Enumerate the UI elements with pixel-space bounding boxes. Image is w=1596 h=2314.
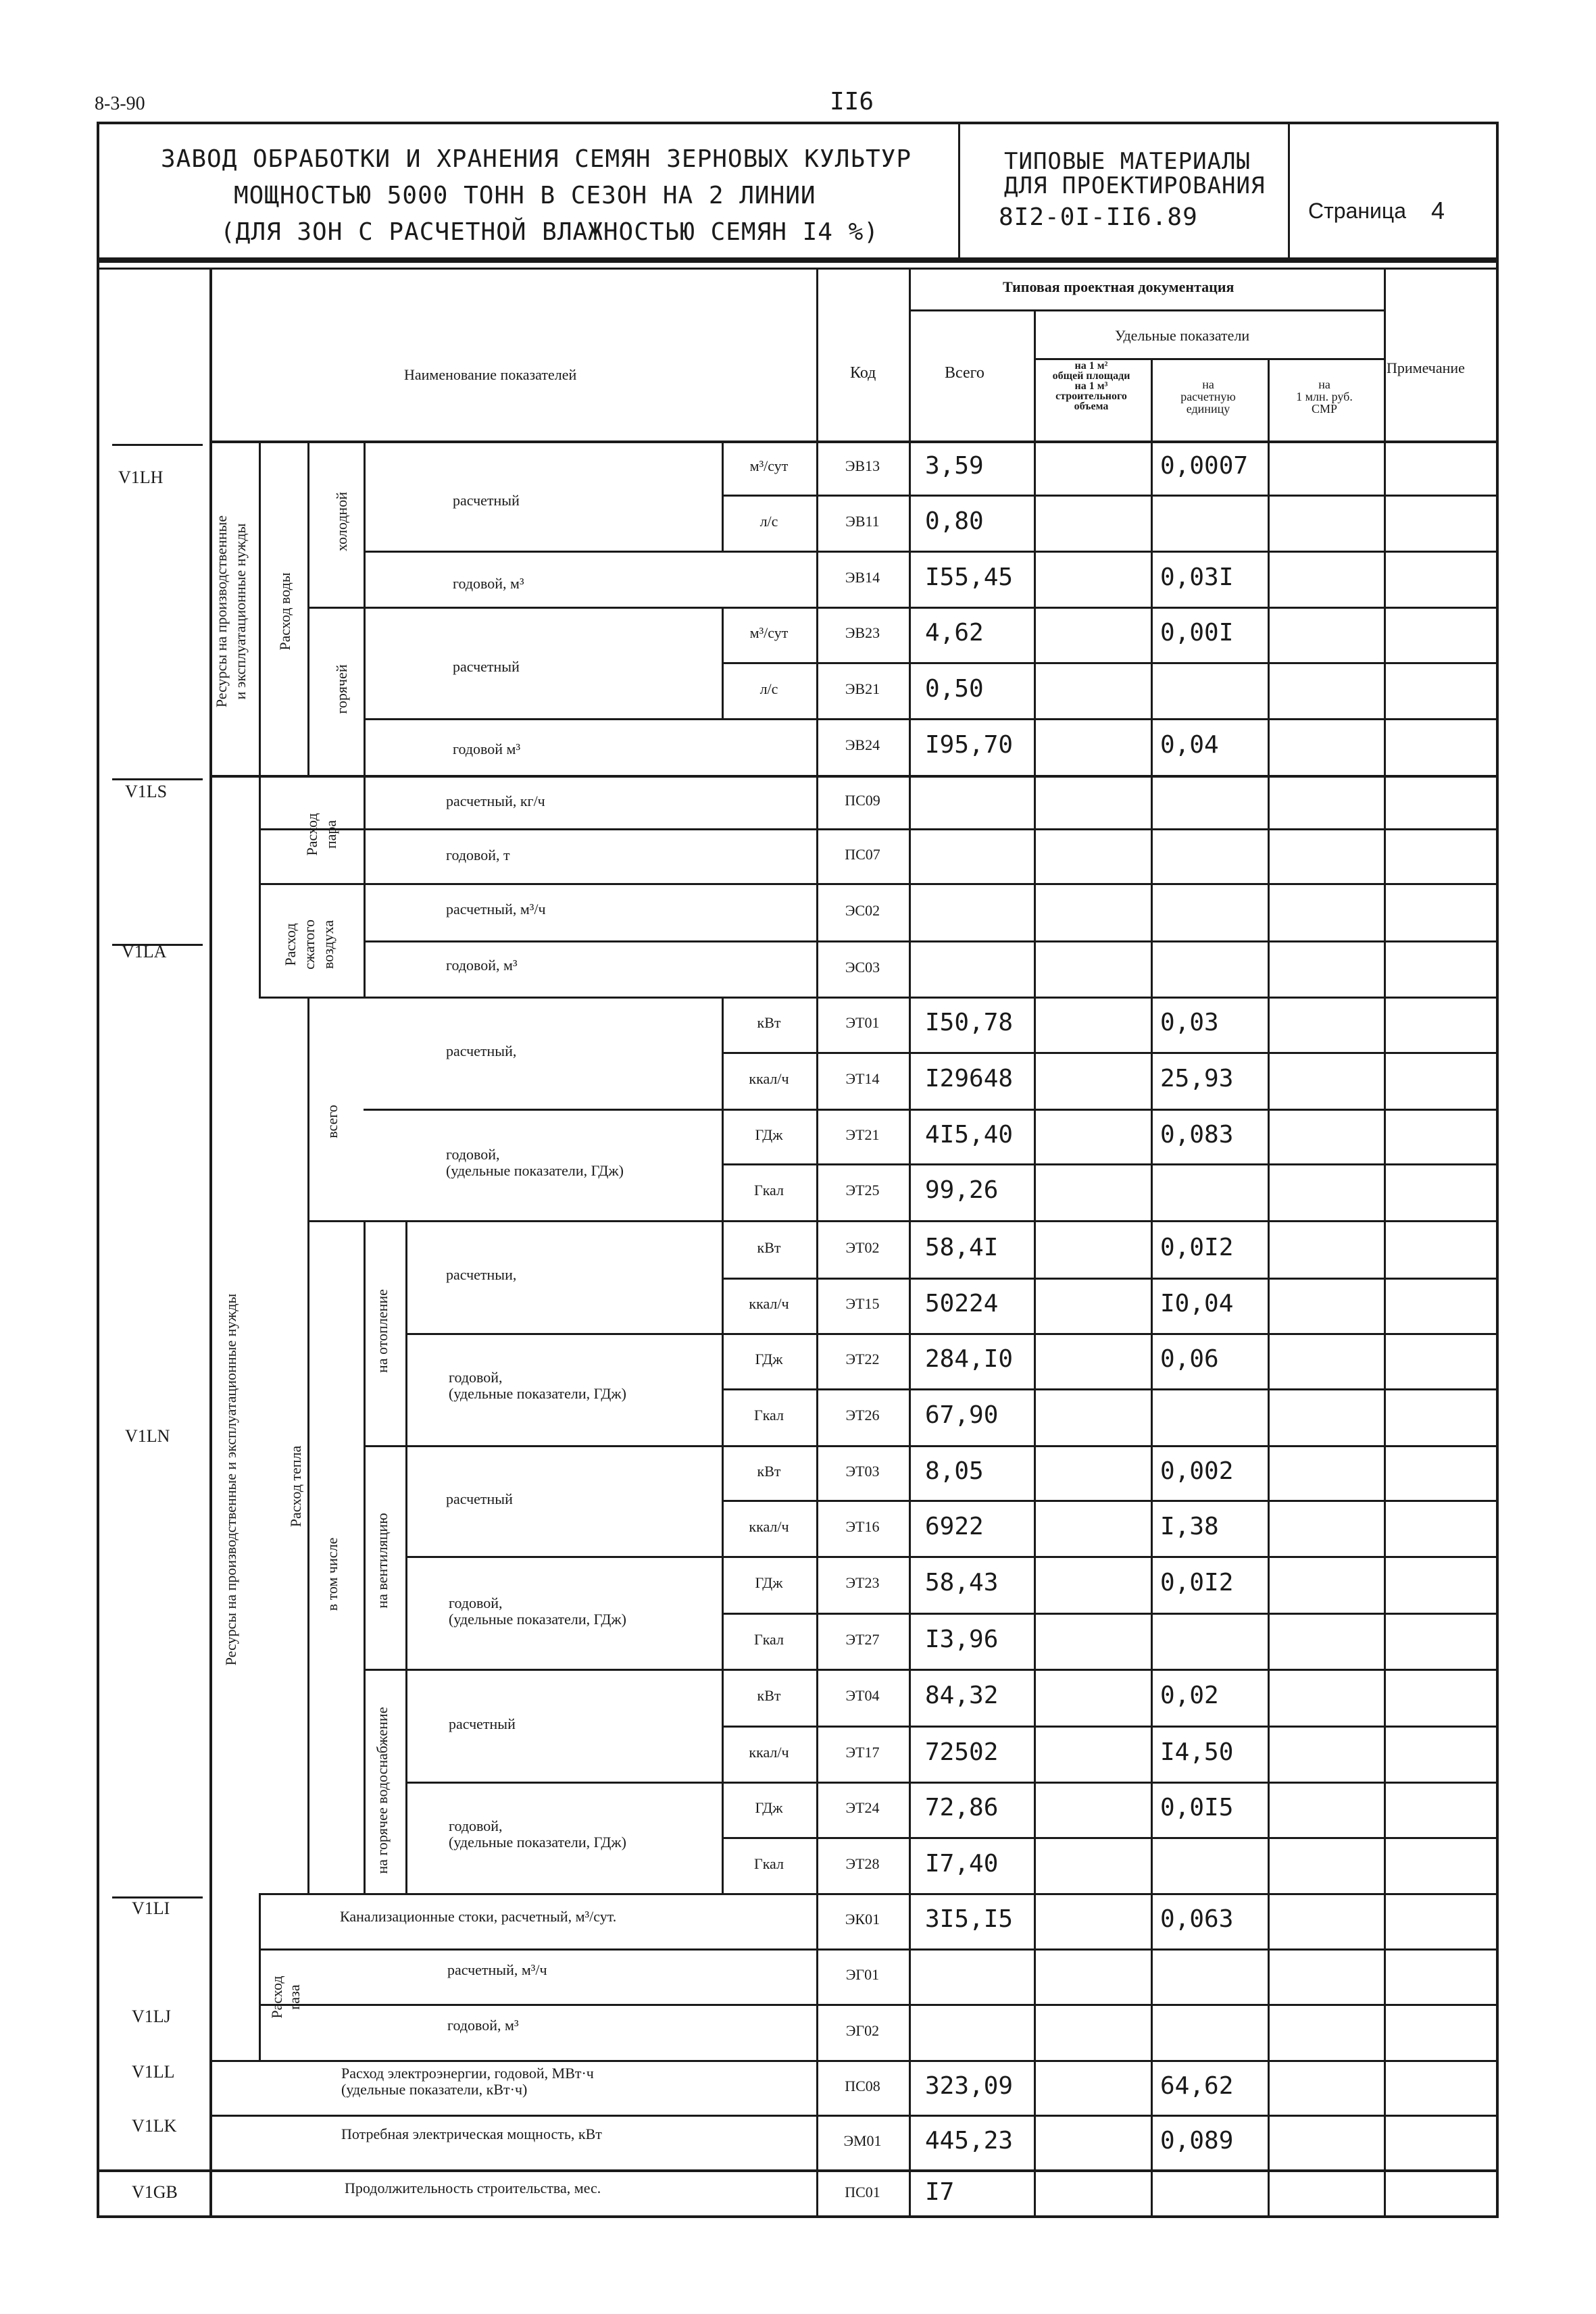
per-unit-cell: 0,04 xyxy=(1160,731,1219,759)
group-label-gas-b: газа xyxy=(286,1984,303,2010)
code-cell: ЭТ14 xyxy=(845,1070,880,1087)
margin-code: V1LL xyxy=(132,2062,175,2082)
h-rule xyxy=(259,2004,816,2006)
h-rule xyxy=(97,2169,1499,2172)
h-rule xyxy=(722,1052,816,1054)
code-cell: ЭВ13 xyxy=(845,457,880,474)
h-rule xyxy=(112,444,203,446)
code-cell: ЭТ16 xyxy=(845,1517,880,1535)
h-rule xyxy=(816,607,1499,609)
h-rule xyxy=(364,718,816,720)
label-elec-2: (удельные показатели, кВт·ч) xyxy=(341,2081,528,2098)
group-label-hot: горячей xyxy=(333,664,350,714)
label-air-calc: расчетный, м³/ч xyxy=(446,901,546,917)
unit-cell: ГДж xyxy=(755,1574,783,1591)
group-label-resources-1b: и эксплуатационные нужды xyxy=(232,523,249,700)
h-rule xyxy=(816,828,1499,830)
label-water-hot-year: годовой м³ xyxy=(453,740,521,757)
code-cell: ЭМ01 xyxy=(843,2132,882,2149)
total-cell: 3,59 xyxy=(925,452,984,480)
per-unit-cell: 0,0007 xyxy=(1160,452,1249,480)
h-rule xyxy=(816,1278,1499,1280)
v-rule xyxy=(364,1220,366,1893)
group-label-resources-2: Ресурсы на производственные и эксплуатационные нужды xyxy=(222,1293,239,1666)
total-cell: I55,45 xyxy=(925,563,1014,591)
col-head-total: Всего xyxy=(945,364,984,382)
unit-cell: ГДж xyxy=(755,1126,783,1143)
total-cell: 72,86 xyxy=(925,1794,999,1821)
label-hws-year-2: (удельные показатели, ГДж) xyxy=(449,1834,626,1851)
label-vent-year-2: (удельные показатели, ГДж) xyxy=(449,1611,626,1628)
margin-code: V1LJ xyxy=(132,2007,171,2026)
margin-code: V1LI xyxy=(132,1898,170,1918)
label-sewage: Канализационные стоки, расчетный, м³/сут. xyxy=(340,1908,617,1925)
h-rule xyxy=(816,1837,1499,1839)
margin-code: V1GB xyxy=(132,2182,178,2202)
per-unit-cell: 0,083 xyxy=(1160,1120,1234,1149)
per-area-line: объема xyxy=(1074,401,1109,412)
v-rule xyxy=(259,1893,261,2060)
group-label-incl: в том числе xyxy=(324,1537,341,1611)
h-rule xyxy=(209,2115,1499,2117)
h-rule xyxy=(112,778,203,780)
code-cell: ЭТ15 xyxy=(845,1295,880,1312)
code-cell: ПС01 xyxy=(845,2184,880,2200)
total-cell: I95,70 xyxy=(925,731,1014,759)
code-cell: ЭТ03 xyxy=(845,1462,880,1480)
h-rule xyxy=(405,1333,816,1335)
unit-cell: ГДж xyxy=(755,1799,783,1816)
code-cell: ПС07 xyxy=(845,845,880,863)
total-cell: 58,43 xyxy=(925,1569,999,1596)
v-rule xyxy=(1384,268,1386,2218)
h-rule xyxy=(816,2004,1499,2006)
h-rule xyxy=(816,1948,1499,1951)
col-head-name: Наименование показателей xyxy=(404,366,577,383)
per-unit-line: единицу xyxy=(1186,402,1230,416)
code-cell: ЭТ24 xyxy=(845,1799,880,1816)
per-unit-cell: 0,0I2 xyxy=(1160,1569,1234,1596)
total-cell: 84,32 xyxy=(925,1682,999,1709)
v-rule xyxy=(1151,358,1153,2218)
code-cell: ЭВ14 xyxy=(845,568,880,586)
code-cell: ЭВ23 xyxy=(845,624,880,641)
h-rule xyxy=(722,1837,816,1839)
margin-code: V1LA xyxy=(122,942,167,961)
h-rule xyxy=(816,1782,1499,1784)
per-unit-cell: 64,62 xyxy=(1160,2071,1234,2100)
code-cell: ЭТ22 xyxy=(845,1351,880,1367)
label-heating-year-1: годовой, xyxy=(449,1369,503,1386)
series-line-1: ТИПОВЫЕ МАТЕРИАЛЫ xyxy=(1004,148,1251,175)
per-unit-cell: 0,00I xyxy=(1160,619,1234,647)
label-water-cold-calc: расчетный xyxy=(453,492,520,509)
v-rule xyxy=(722,1669,724,1893)
h-rule xyxy=(259,883,816,885)
per-mln-line: 1 млн. руб. xyxy=(1296,390,1353,403)
h-rule xyxy=(816,1109,1499,1111)
h-rule xyxy=(209,775,1499,778)
total-cell: I7,40 xyxy=(925,1849,999,1878)
h-rule xyxy=(364,551,816,553)
unit-cell: кВт xyxy=(757,1687,781,1704)
total-cell: 8,05 xyxy=(925,1457,984,1485)
label-heat-all-calc: расчетный, xyxy=(446,1042,517,1059)
h-rule xyxy=(364,940,816,942)
total-cell: 6922 xyxy=(925,1512,984,1540)
total-cell: 72502 xyxy=(925,1738,999,1766)
code-cell: ЭГ02 xyxy=(845,2021,880,2039)
unit-cell: ккал/ч xyxy=(749,1517,789,1535)
code-cell: ЭВ11 xyxy=(845,512,880,530)
code-cell: ЭТ02 xyxy=(845,1238,880,1256)
per-unit-cell: 0,03I xyxy=(1160,563,1234,591)
total-cell: 284,I0 xyxy=(925,1345,1014,1373)
group-label-hws: на горячее водоснабжение xyxy=(374,1707,391,1874)
label-power: Потребная электрическая мощность, кВт xyxy=(341,2126,602,2142)
group-label-cold: холодной xyxy=(333,492,350,551)
col-head-code: Код xyxy=(850,364,876,382)
label-water-hot-calc: расчетный xyxy=(453,658,520,675)
v-rule xyxy=(364,883,366,997)
group-label-heating: на отопление xyxy=(374,1289,391,1373)
group-label-air-c: воздуха xyxy=(320,920,336,970)
unit-cell: кВт xyxy=(757,1014,781,1031)
per-unit-cell: 0,0I2 xyxy=(1160,1233,1234,1261)
code-cell: ЭТ21 xyxy=(845,1126,880,1143)
h-rule xyxy=(364,1669,816,1671)
h-rule xyxy=(722,1163,816,1165)
code-cell: ЭК01 xyxy=(845,1911,880,1928)
h-rule xyxy=(816,997,1499,999)
h-rule xyxy=(722,495,816,497)
unit-cell: кВт xyxy=(757,1238,781,1256)
label-water-cold-year: годовой, м³ xyxy=(453,575,524,592)
per-unit-cell: 0,0I5 xyxy=(1160,1794,1234,1821)
per-area-line: строительного xyxy=(1055,391,1127,402)
page-value: 4 xyxy=(1431,197,1445,224)
code-cell: ПС09 xyxy=(845,791,880,809)
group-label-heat-all: всего xyxy=(324,1105,341,1138)
title-line-3: (ДЛЯ ЗОН С РАСЧЕТНОЙ ВЛАЖНОСТЬЮ СЕМЯН I4 %) xyxy=(220,218,879,246)
h-rule xyxy=(722,1613,816,1615)
label-hws-calc: расчетный xyxy=(449,1715,516,1732)
label-heat-all-year-1: годовой, xyxy=(446,1146,500,1163)
h-rule xyxy=(405,1782,816,1784)
h-rule xyxy=(209,441,1499,443)
label-duration: Продолжительность строительства, мес. xyxy=(345,2180,601,2196)
per-unit-cell: 0,03 xyxy=(1160,1009,1219,1036)
code-cell: ПС08 xyxy=(845,2077,880,2094)
h-rule xyxy=(405,1556,816,1558)
corner-code: 8-3-90 xyxy=(95,93,145,114)
h-rule xyxy=(259,1893,1499,1895)
per-unit-cell: I0,04 xyxy=(1160,1290,1234,1317)
per-mln-line: на xyxy=(1318,378,1330,391)
h-rule xyxy=(909,309,1384,311)
label-steam-year: годовой, т xyxy=(446,847,510,863)
unit-cell: л/с xyxy=(759,512,778,530)
total-cell: 58,4I xyxy=(925,1233,999,1261)
code-cell: ЭТ26 xyxy=(845,1407,880,1424)
h-rule xyxy=(364,1445,816,1447)
group-label-water: Расход воды xyxy=(276,572,293,651)
h-rule xyxy=(816,662,1499,664)
label-heat-all-year-2: (удельные показатели, ГДж) xyxy=(446,1162,624,1179)
col-head-per-mln xyxy=(1268,378,1381,415)
total-cell: 3I5,I5 xyxy=(925,1905,1014,1933)
v-rule xyxy=(1268,358,1270,2218)
code-cell: ЭТ17 xyxy=(845,1743,880,1761)
per-unit-cell: I4,50 xyxy=(1160,1738,1234,1766)
h-rule xyxy=(307,1220,816,1222)
unit-cell: м³/сут xyxy=(749,457,789,474)
code-cell: ЭТ28 xyxy=(845,1855,880,1872)
per-area-line: на 1 м² xyxy=(1074,360,1108,372)
total-cell: 67,90 xyxy=(925,1401,999,1429)
per-area-line: общей площади xyxy=(1052,370,1130,382)
unit-cell: м³/сут xyxy=(749,624,789,641)
group-label-air-a: Расход xyxy=(282,923,299,966)
code-cell: ЭТ04 xyxy=(845,1687,880,1704)
unit-cell: л/с xyxy=(759,680,778,697)
unit-cell: Гкал xyxy=(753,1855,784,1872)
group-label-gas-a: Расход xyxy=(268,1976,285,2019)
title-divider-2 xyxy=(1288,122,1290,260)
per-unit-line: на xyxy=(1202,378,1214,391)
col-head-specific: Удельные показатели xyxy=(1115,327,1250,344)
total-cell: 50224 xyxy=(925,1290,999,1317)
label-heating-year-2: (удельные показатели, ГДж) xyxy=(449,1385,626,1402)
total-cell: I3,96 xyxy=(925,1625,999,1653)
label-steam-calc: расчетный, кг/ч xyxy=(446,793,545,809)
unit-cell: ккал/ч xyxy=(749,1295,789,1312)
label-hws-year-1: годовой, xyxy=(449,1817,503,1834)
h-rule xyxy=(816,551,1499,553)
v-rule xyxy=(259,441,261,775)
label-gas-year: годовой, м³ xyxy=(447,2017,519,2034)
total-cell: I29648 xyxy=(925,1065,1014,1092)
per-mln-line: СМР xyxy=(1311,402,1338,416)
h-rule xyxy=(816,1220,1499,1222)
group-label-air-b: сжатого xyxy=(301,920,318,970)
label-vent-year-1: годовой, xyxy=(449,1594,503,1611)
total-cell: 4,62 xyxy=(925,619,984,647)
code-cell: ЭТ27 xyxy=(845,1630,880,1648)
unit-cell: Гкал xyxy=(753,1630,784,1648)
total-cell: 0,50 xyxy=(925,674,984,703)
h-rule xyxy=(816,1669,1499,1671)
per-unit-line: расчетную xyxy=(1180,390,1236,403)
h-rule xyxy=(816,1556,1499,1558)
total-cell: 323,09 xyxy=(925,2071,1014,2100)
col-head-per-unit xyxy=(1151,378,1266,415)
per-unit-cell: 0,063 xyxy=(1160,1905,1234,1933)
unit-cell: кВт xyxy=(757,1462,781,1480)
code-cell: ЭС03 xyxy=(845,958,880,976)
v-rule xyxy=(816,268,818,2218)
per-unit-cell: 25,93 xyxy=(1160,1065,1234,1092)
col-head-per-area xyxy=(1034,361,1149,411)
code-cell: ЭТ25 xyxy=(845,1182,880,1199)
title-line-2: МОЩНОСТЬЮ 5000 ТОНН В СЕЗОН НА 2 ЛИНИИ xyxy=(234,182,816,209)
label-gas-calc: расчетный, м³/ч xyxy=(447,1961,547,1978)
per-unit-cell: 0,002 xyxy=(1160,1457,1234,1485)
series-code: 8I2-0I-II6.89 xyxy=(999,203,1198,231)
h-rule xyxy=(816,1613,1499,1615)
code-cell: ЭТ01 xyxy=(845,1014,880,1031)
h-rule xyxy=(722,1388,816,1390)
col-head-typical: Типовая проектная документация xyxy=(1003,278,1235,295)
h-rule xyxy=(259,828,816,830)
h-rule xyxy=(816,1388,1499,1390)
unit-cell: ккал/ч xyxy=(749,1743,789,1761)
margin-code: V1LK xyxy=(132,2116,177,2136)
v-rule xyxy=(1034,309,1036,2218)
title-divider-1 xyxy=(958,122,960,260)
unit-cell: Гкал xyxy=(753,1182,784,1199)
total-cell: 4I5,40 xyxy=(925,1120,1014,1149)
label-vent-calc: расчетный xyxy=(446,1490,513,1507)
label-elec-1: Расход электроэнергии, годовой, МВт·ч xyxy=(341,2065,594,2082)
h-rule xyxy=(209,2060,1499,2062)
total-cell: 99,26 xyxy=(925,1176,999,1204)
total-cell: 0,80 xyxy=(925,507,984,535)
h-rule xyxy=(816,1445,1499,1447)
h-rule xyxy=(259,997,816,999)
per-unit-cell: I,38 xyxy=(1160,1512,1219,1540)
h-rule xyxy=(816,940,1499,942)
group-label-heat: Расход тепла xyxy=(287,1445,304,1528)
group-label-vent: на вентиляцию xyxy=(374,1513,391,1609)
h-rule xyxy=(364,1109,816,1111)
page-number: II6 xyxy=(830,88,874,116)
h-rule xyxy=(816,1052,1499,1054)
unit-cell: ккал/ч xyxy=(749,1070,789,1087)
h-rule xyxy=(816,495,1499,497)
h-rule xyxy=(816,1500,1499,1502)
h-rule xyxy=(816,1163,1499,1165)
h-rule xyxy=(722,1500,816,1502)
unit-cell: ГДж xyxy=(755,1351,783,1367)
code-cell: ЭГ01 xyxy=(845,1966,880,1983)
per-unit-cell: 0,06 xyxy=(1160,1345,1219,1373)
code-cell: ЭВ21 xyxy=(845,680,880,697)
v-rule xyxy=(909,268,911,2218)
page-label: Страница xyxy=(1308,199,1407,223)
label-air-year: годовой, м³ xyxy=(446,957,518,974)
total-cell: I50,78 xyxy=(925,1009,1014,1036)
margin-code: V1LN xyxy=(125,1426,170,1446)
total-cell: 445,23 xyxy=(925,2126,1014,2155)
h-rule xyxy=(722,1726,816,1728)
v-rule xyxy=(209,268,212,2218)
group-label-resources-1a: Ресурсы на производственные xyxy=(213,515,230,708)
unit-cell: Гкал xyxy=(753,1407,784,1424)
group-label-steam-a: Расход xyxy=(303,813,320,856)
h-rule xyxy=(816,883,1499,885)
code-cell: ЭТ23 xyxy=(845,1574,880,1591)
group-label-steam-b: пара xyxy=(322,820,339,849)
per-unit-cell: 0,089 xyxy=(1160,2126,1234,2155)
table-top-double xyxy=(97,268,1499,270)
h-rule xyxy=(722,662,816,664)
per-unit-cell: 0,02 xyxy=(1160,1682,1219,1709)
col-head-note: Примечание xyxy=(1387,359,1465,376)
h-rule xyxy=(816,1333,1499,1335)
h-rule xyxy=(816,1726,1499,1728)
h-rule xyxy=(307,607,816,609)
series-line-2: ДЛЯ ПРОЕКТИРОВАНИЯ xyxy=(1004,172,1266,199)
margin-code: V1LH xyxy=(118,468,164,487)
code-cell: ЭВ24 xyxy=(845,736,880,753)
label-heating-calc: расчетныи, xyxy=(446,1266,517,1283)
h-rule xyxy=(259,1948,816,1951)
v-rule xyxy=(307,997,309,1893)
margin-code: V1LS xyxy=(125,782,168,801)
h-rule xyxy=(722,1278,816,1280)
v-rule xyxy=(259,775,261,997)
title-line-1: ЗАВОД ОБРАБОТКИ И ХРАНЕНИЯ СЕМЯН ЗЕРНОВЫХ КУЛЬТУР xyxy=(161,145,912,173)
h-rule xyxy=(816,718,1499,720)
total-cell: I7 xyxy=(925,2178,955,2206)
code-cell: ЭС02 xyxy=(845,901,880,919)
per-area-line: на 1 м³ xyxy=(1074,380,1108,392)
